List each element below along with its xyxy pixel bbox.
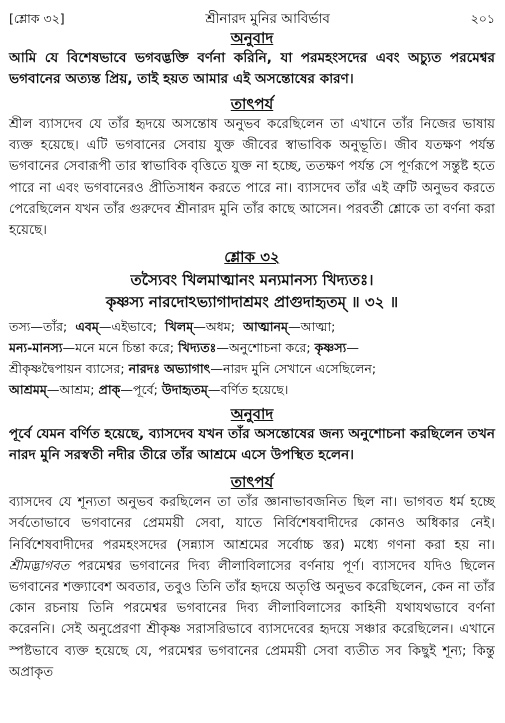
synonym-line: মন্য-মানস্য—মনে মনে চিন্তা করে; খিদ্যতঃ—অনুশোচনা করে; কৃষ্ণস্য— [9,340,359,356]
purport-heading: তাৎপর্য [230,95,274,113]
purport-heading-2: তাৎপর্য [230,473,274,492]
verse-line-2: কৃষ্ণস্য নারদোঽভ্যাগাদাশ্রমং প্রাগুদাহৃতম্‌ ॥ ৩২ ॥ [105,293,399,312]
translation-text-2: পূর্বে যেমন বর্ণিত হয়েছে, ব্যাসদেব যখন তাঁর অসন্তোষের জন্য অনুশোচনা করছিলেন তখন নারদ মুনি সরস্বতী নদীর তীরে তাঁর আশ্রমে এসে উপস্থিত হলেন। [9,426,495,464]
synonym-line: শ্রীকৃষ্ণদ্বৈপায়ন ব্যাসের; নারদঃ অভ্যাগাৎ—নারদ মুনি সেখানে এসেছিলেন; [9,361,377,377]
verse-heading: শ্লোক ৩২ [224,248,280,267]
translation-heading-2: অনুবাদ [230,405,274,424]
page-header [9,0,495,26]
verse-line-1: তস্যৈবং খিলমাত্মানং মন্যমানস্য খিদ্যতঃ। [130,271,374,290]
synonym-line: তস্য—তাঁর; এবম্—এইভাবে; খিলম্—অধম; আত্মানম্—আত্মা; [9,319,336,335]
translation-text: আমি যে বিশেষভাবে ভগবদ্ভক্তি বর্ণনা করিনি, যা পরমহংসদের এবং অচ্যুত পরমেশ্বর ভগবানের অত্যন্ত প্রিয়, তাই হয়ত আমার এই অসন্তোষের কারণ। [9,50,495,87]
synonym-line: আশ্রমম্—আশ্রম; প্রাক্—পূর্বে; উদাহৃতম্—বর্ণিত হয়েছে। [9,382,289,398]
purport-text-2: ব্যাসদেব যে শূন্যতা অনুভব করছিলেন তা তাঁর জ্ঞানাভাবজনিত ছিল না। ভাগবত ধর্ম হচ্ছে সর্বতোভাবে ভগবানের প্রেমময়ী সেবা, যাতে নির্বিশেষবাদীদের কোনও অধিকার নেই। নির্বিশেষবাদীদের পরমহংসদের (সন্ন্যাস আশ্রমের সর্বোচ্চ স্তর) মধ্যে গণনা করা হয় না। শ্রীমদ্ভাগবত পরমেশ্বর ভগবানের দিব্য লীলাবিলাসের বর্ণনায় পূর্ণ। ব্যাসদেব যদিও ছিলেন ভগবানের শক্ত্যাবেশ অবতার, তবুও তিনি তাঁর হৃদয়ে অতৃপ্তি অনুভব করেছিলেন, কেন না তাঁর কোন রচনায় তিনি পরমেশ্বর ভগবানের দিব্য লীলাবিলাসের কাহিনী যথাযথভাবে বর্ণনা করেননি। সেই অনুপ্রেরণা শ্রীকৃষ্ণ সরাসরিভাবে ব্যাসদেবের হৃদয়ে সঞ্চার করেছিলেন। এখানে স্পষ্টভাবে ব্যক্ত হয়েছে যে, পরমেশ্বর ভগবানের প্রেমময়ী সেবা ব্যতীত সব কিছুই শূন্য; কিন্তু অপ্রাকৃত [9,495,495,680]
purport-text: শ্রীল ব্যাসদেব যে তাঁর হৃদয়ে অসন্তোষ অনুভব করেছিলেন তা এখানে তাঁর নিজের ভাষায় ব্যক্ত হয়েছে। এটি ভগবানের সেবায় যুক্ত জীবের স্বাভাবিক অনুভূতি। জীব যতক্ষণ পর্যন্ত ভগবানের সেবারূপী তার স্বাভাবিক বৃত্তিতে যুক্ত না হচ্ছে, ততক্ষণ পর্যন্ত সে পূর্ণরূপে সন্তুষ্ট হতে পারে না এবং ভগবানেরও প্রীতিসাধন করতে পারে না। ব্যাসদেব তাঁর এই ত্রুটি অনুভব করতে পেরেছিলেন যখন তাঁর গুরুদেব শ্রীনারদ মুনি তাঁর কাছে আসেন। পরবর্তী শ্লোকে তা বর্ণনা করা হয়েছে। [9,117,495,239]
synonyms [9,316,495,400]
translation-heading: অনুবাদ [230,29,274,47]
header-verse-ref: [শ্লোক ৩২] [9,11,65,26]
header-chapter-title: শ্রীনারদ মুনির আবির্ভাব [205,11,330,27]
page-number: ২০১ [470,11,495,26]
